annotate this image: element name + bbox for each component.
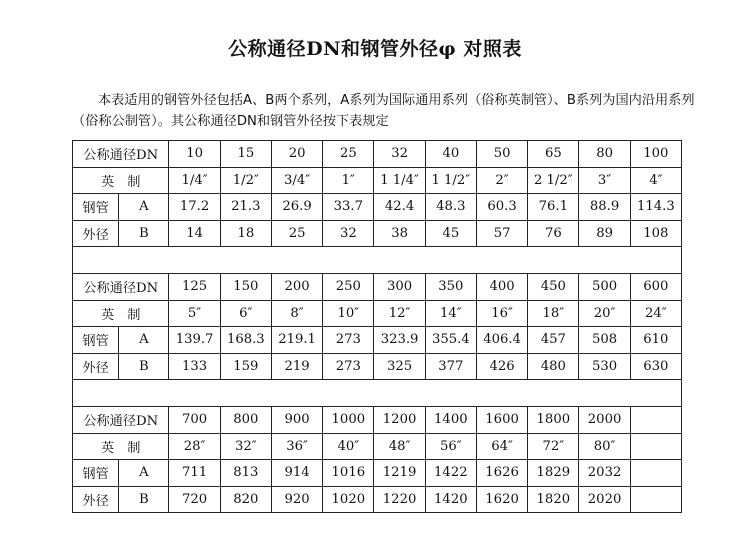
dn-value: 350 [425,273,476,300]
od-b-value: 38 [374,220,425,247]
inch-value: 1/2″ [220,167,271,194]
od-b-value [630,486,681,513]
od-a-value: 76.1 [528,194,579,221]
od-a-value: 26.9 [271,194,322,221]
inch-value: 2 1/2″ [528,167,579,194]
dn-value: 2000 [579,406,630,433]
dn-value: 1000 [323,406,374,433]
od-b-value: 133 [169,353,220,380]
dn-value: 80 [579,141,630,168]
od-a-value: 1626 [476,460,527,487]
od-b-value: 530 [579,353,630,380]
series-b-label: B [119,353,169,380]
od-a-value: 88.9 [579,194,630,221]
dn-value: 450 [528,273,579,300]
dn-value: 20 [271,141,322,168]
inch-value: 1″ [323,167,374,194]
dn-value: 1400 [425,406,476,433]
dn-value: 200 [271,273,322,300]
od-a-value: 711 [169,460,220,487]
od-b-value: 273 [323,353,374,380]
dn-value: 150 [220,273,271,300]
inch-label: 英 制 [73,433,169,460]
od-a-value: 1422 [425,460,476,487]
od-b-value: 25 [271,220,322,247]
inch-value: 10″ [323,300,374,327]
spacer-cell [73,380,682,407]
od-a-value: 406.4 [476,327,527,354]
inch-value: 14″ [425,300,476,327]
od-b-value: 1420 [425,486,476,513]
dn-value: 250 [323,273,374,300]
inch-value: 1 1/2″ [425,167,476,194]
inch-value: 4″ [630,167,681,194]
inch-value: 24″ [630,300,681,327]
od-a-value: 139.7 [169,327,220,354]
dn-value: 100 [630,141,681,168]
dn-value: 600 [630,273,681,300]
od-a-value: 33.7 [323,194,374,221]
dn-row [73,141,682,168]
dn-value: 1600 [476,406,527,433]
dn-value: 50 [476,141,527,168]
od-b-value: 1620 [476,486,527,513]
dn-label: 公称通径DN [73,141,169,168]
dn-row [73,273,682,300]
od-label: 外径 [73,353,119,380]
intro-paragraph: 本表适用的钢管外径包括A、B两个系列，A系列为国际通用系列（俗称英制管）、B系列为国内沿用系列（俗称公制管）。其公称通径DN和钢管外径按下表规定 [72,93,695,129]
inch-value: 56″ [425,433,476,460]
od-a-value: 610 [630,327,681,354]
inch-value: 12″ [374,300,425,327]
od-b-value: 32 [323,220,374,247]
od-b-value: 108 [630,220,681,247]
dn-value: 700 [169,406,220,433]
spacer-cell [73,247,682,274]
series-b-label: B [119,220,169,247]
series-a-row [73,327,682,354]
od-a-value: 813 [220,460,271,487]
dn-od-comparison-table [72,140,682,513]
od-b-value: 89 [579,220,630,247]
od-b-value: 14 [169,220,220,247]
inch-value: 2″ [476,167,527,194]
series-b-label: B [119,486,169,513]
od-a-value: 48.3 [425,194,476,221]
od-b-value: 480 [528,353,579,380]
inch-value: 1/4″ [169,167,220,194]
series-b-row [73,486,682,513]
inch-row [73,433,682,460]
inch-value: 18″ [528,300,579,327]
od-a-value: 114.3 [630,194,681,221]
od-b-value: 920 [271,486,322,513]
inch-value: 28″ [169,433,220,460]
od-a-value: 1219 [374,460,425,487]
inch-value: 8″ [271,300,322,327]
dn-value: 900 [271,406,322,433]
series-a-label: A [119,327,169,354]
od-b-value: 159 [220,353,271,380]
dn-row [73,406,682,433]
inch-value: 36″ [271,433,322,460]
od-b-value: 57 [476,220,527,247]
od-a-value: 273 [323,327,374,354]
pipe-label: 钢管 [73,460,119,487]
dn-value: 10 [169,141,220,168]
od-a-value: 508 [579,327,630,354]
dn-value: 65 [528,141,579,168]
dn-value: 32 [374,141,425,168]
dn-value: 15 [220,141,271,168]
od-b-value: 2020 [579,486,630,513]
dn-value: 125 [169,273,220,300]
dn-value: 800 [220,406,271,433]
od-a-value: 60.3 [476,194,527,221]
inch-label: 英 制 [73,300,169,327]
dn-value: 25 [323,141,374,168]
inch-value: 32″ [220,433,271,460]
inch-value: 3/4″ [271,167,322,194]
od-b-value: 1820 [528,486,579,513]
inch-value: 72″ [528,433,579,460]
pipe-label: 钢管 [73,327,119,354]
inch-row [73,300,682,327]
od-b-value: 1020 [323,486,374,513]
inch-value: 20″ [579,300,630,327]
inch-value: 6″ [220,300,271,327]
inch-value: 40″ [323,433,374,460]
inch-value: 3″ [579,167,630,194]
od-b-value: 18 [220,220,271,247]
series-a-row [73,194,682,221]
dn-value: 300 [374,273,425,300]
inch-row [73,167,682,194]
dn-value: 1200 [374,406,425,433]
od-label: 外径 [73,220,119,247]
dn-value [630,406,681,433]
page-title: 公称通径DN和钢管外径φ 对照表 [228,38,522,60]
od-a-value: 42.4 [374,194,425,221]
inch-value: 64″ [476,433,527,460]
spacer-row [73,380,682,407]
od-b-value: 219 [271,353,322,380]
od-b-value: 76 [528,220,579,247]
od-b-value: 720 [169,486,220,513]
od-a-value: 21.3 [220,194,271,221]
od-b-value: 377 [425,353,476,380]
od-a-value: 219.1 [271,327,322,354]
series-b-row [73,220,682,247]
od-a-value: 2032 [579,460,630,487]
dn-value: 40 [425,141,476,168]
od-a-value: 914 [271,460,322,487]
inch-value: 48″ [374,433,425,460]
od-label: 外径 [73,486,119,513]
pipe-label: 钢管 [73,194,119,221]
dn-value: 1800 [528,406,579,433]
od-a-value: 323.9 [374,327,425,354]
od-b-value: 426 [476,353,527,380]
inch-label: 英 制 [73,167,169,194]
od-a-value: 457 [528,327,579,354]
inch-value [630,433,681,460]
series-a-row [73,460,682,487]
inch-value: 16″ [476,300,527,327]
inch-value: 1 1/4″ [374,167,425,194]
series-b-row [73,353,682,380]
inch-value: 80″ [579,433,630,460]
od-a-value: 1016 [323,460,374,487]
spacer-row [73,247,682,274]
od-b-value: 325 [374,353,425,380]
dn-value: 500 [579,273,630,300]
od-b-value: 820 [220,486,271,513]
od-a-value: 355.4 [425,327,476,354]
od-b-value: 1220 [374,486,425,513]
inch-value: 5″ [169,300,220,327]
dn-value: 400 [476,273,527,300]
od-b-value: 630 [630,353,681,380]
series-a-label: A [119,194,169,221]
od-a-value: 1829 [528,460,579,487]
od-a-value [630,460,681,487]
od-a-value: 17.2 [169,194,220,221]
dn-label: 公称通径DN [73,406,169,433]
od-a-value: 168.3 [220,327,271,354]
series-a-label: A [119,460,169,487]
od-b-value: 45 [425,220,476,247]
dn-label: 公称通径DN [73,273,169,300]
